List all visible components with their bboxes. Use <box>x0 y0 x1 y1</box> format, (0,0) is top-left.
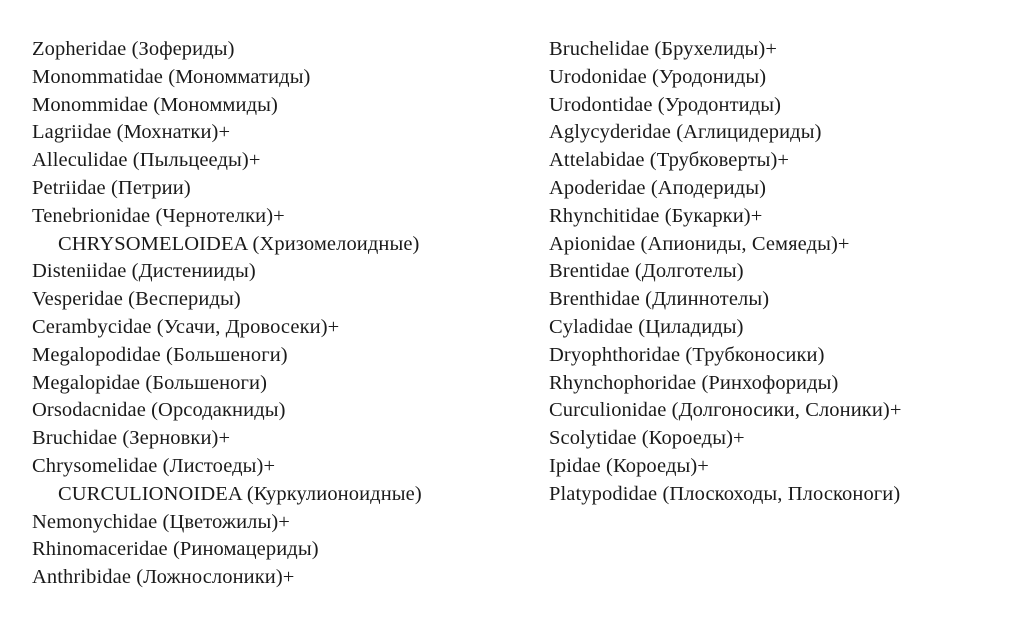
family-entry: Attelabidae (Трубковерты)+ <box>549 149 790 172</box>
family-entry: Scolytidae (Короеды)+ <box>549 427 745 450</box>
family-entry: Orsodacnidae (Орсодакниды) <box>32 399 286 422</box>
left-column <box>32 36 512 592</box>
right-column <box>549 36 1009 509</box>
family-entry: Alleculidae (Пыльцееды)+ <box>32 149 261 172</box>
superfamily-heading: CURCULIONOIDEA (Куркулионоидные) <box>58 482 422 505</box>
family-entry: Monommidae (Мономмиды) <box>32 93 278 116</box>
family-entry: Cyladidae (Циладиды) <box>549 315 744 338</box>
family-entry: Bruchidae (Зерновки)+ <box>32 427 231 450</box>
family-entry: Anthribidae (Ложнослоники)+ <box>32 566 295 589</box>
family-entry: Megalopidae (Большеноги) <box>32 371 268 394</box>
family-entry: Ipidae (Короеды)+ <box>549 454 709 477</box>
family-entry: Disteniidae (Дистенииды) <box>32 260 256 283</box>
family-entry: Tenebrionidae (Чернотелки)+ <box>32 204 285 227</box>
family-entry: Petriidae (Петрии) <box>32 176 191 199</box>
family-entry: Bruchelidae (Брухелиды)+ <box>549 38 778 60</box>
family-entry: Platypodidae (Плоскоходы, Плосконоги) <box>549 482 901 505</box>
family-entry: Megalopodidae (Большеноги) <box>32 343 288 366</box>
superfamily-heading: CHRYSOMELOIDEA (Хризомелоидные) <box>58 232 420 255</box>
family-entry: Rhynchitidae (Букарки)+ <box>549 204 763 227</box>
family-entry: Vesperidae (Веспериды) <box>32 288 241 311</box>
family-entry: Apionidae (Апиониды, Семяеды)+ <box>549 232 850 255</box>
family-entry: Apoderidae (Аподериды) <box>549 176 766 199</box>
family-entry: Urodonidae (Уродониды) <box>549 65 767 88</box>
family-entry: Brenthidae (Длиннотелы) <box>549 288 770 311</box>
family-entry: Dryophthoridae (Трубконосики) <box>549 343 825 366</box>
family-entry: Lagriidae (Мохнатки)+ <box>32 121 231 144</box>
family-entry: Chrysomelidae (Листоеды)+ <box>32 454 276 477</box>
family-entry: Curculionidae (Долгоносики, Слоники)+ <box>549 399 902 422</box>
family-entry: Zopheridae (Зофериды) <box>32 38 235 60</box>
family-entry: Cerambycidae (Усачи, Дровосеки)+ <box>32 315 340 338</box>
family-entry: Urodontidae (Уродонтиды) <box>549 93 782 116</box>
family-entry: Monommatidae (Мономматиды) <box>32 65 311 88</box>
family-entry: Rhinomaceridae (Риномацериды) <box>32 538 319 561</box>
family-entry: Aglycyderidae (Аглицидериды) <box>549 121 822 144</box>
family-entry: Nemonychidae (Цветожилы)+ <box>32 510 290 533</box>
family-entry: Brentidae (Долготелы) <box>549 260 744 283</box>
family-entry: Rhynchophoridae (Ринхофориды) <box>549 371 839 394</box>
